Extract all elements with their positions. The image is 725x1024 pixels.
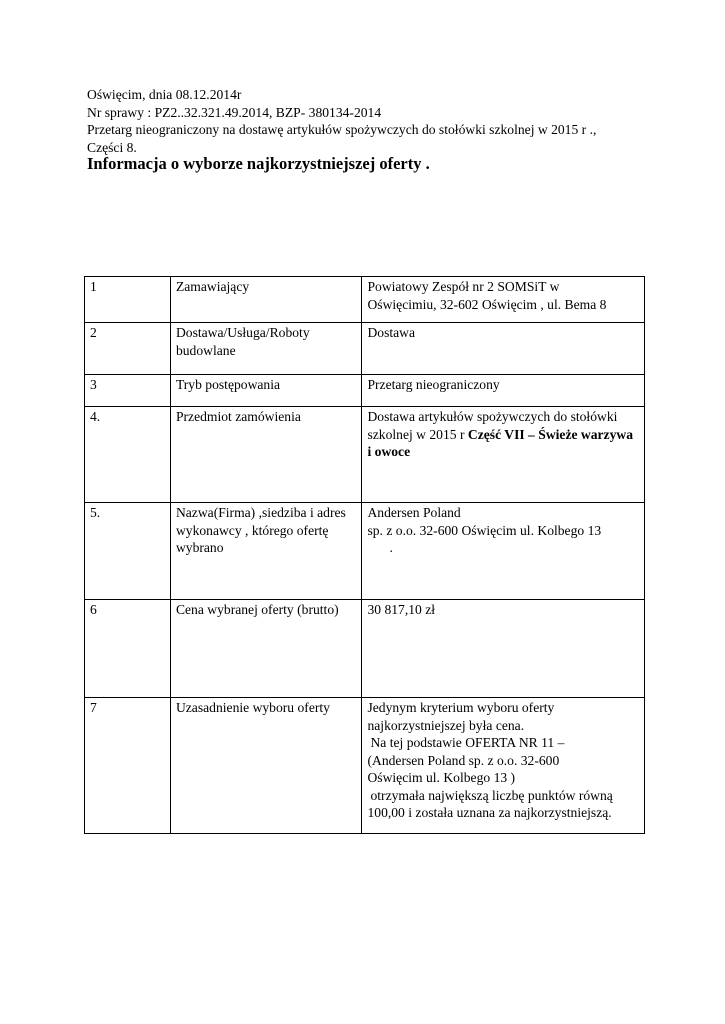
tender-part: Części 8. — [87, 139, 137, 155]
row-label: Dostawa/Usługa/Roboty budowlane — [170, 323, 362, 375]
subject-part-bold: Część VII – Świeże warzywa i owoce — [367, 426, 634, 459]
row-label: Tryb postępowania — [170, 375, 362, 407]
justification-line: 100,00 i została uznana za najkorzystniejszą. — [367, 805, 612, 820]
table-row — [85, 600, 645, 698]
table-row — [85, 323, 645, 375]
row-number: 3 — [85, 375, 171, 407]
contractor-address: sp. z o.o. 32-600 Oświęcim ul. Kolbego 13 — [367, 522, 602, 538]
row-number: 1 — [85, 277, 171, 323]
offer-info-table — [84, 276, 645, 834]
row-number: 5. — [85, 503, 171, 600]
table-row — [85, 375, 645, 407]
justification-line: najkorzystniejszej była cena. — [367, 717, 525, 733]
place-date: Oświęcim, dnia 08.12.2014r — [87, 87, 242, 102]
row-number: 4. — [85, 407, 171, 503]
row-value: Przetarg nieograniczony — [362, 375, 645, 407]
table-row — [85, 277, 645, 323]
case-number: Nr sprawy : PZ2..32.321.49.2014, BZP- 380134-2014 — [87, 104, 382, 120]
subject-text: Dostawa artykułów spożywczych do stołówki szkolnej w 2015 r — [367, 409, 618, 442]
justification-line: otrzymała największą liczbę punktów równą — [370, 787, 613, 803]
justification-line: (Andersen Poland sp. z o.o. 32-600 — [367, 752, 560, 768]
row-label: Uzasadnienie wyboru oferty — [170, 698, 362, 834]
row-label: Przedmiot zamówienia — [170, 407, 362, 503]
row-number: 7 — [85, 698, 171, 834]
offer-price: 30 817,10 zł — [362, 600, 645, 698]
table-row — [85, 698, 645, 834]
contractor-dot: . — [389, 540, 393, 555]
row-label: Nazwa(Firma) ,siedziba i adres wykonawcy , którego ofertę wybrano — [170, 503, 362, 600]
table-row — [85, 503, 645, 600]
row-label: Zamawiający — [170, 277, 362, 323]
row-value — [362, 277, 645, 323]
contracting-authority-line: Oświęcimiu, 32-602 Oświęcim , ul. Bema 8 — [367, 296, 607, 312]
justification-line: Jedynym kryterium wyboru oferty — [367, 700, 555, 715]
row-number: 6 — [85, 600, 171, 698]
document-title: Informacja o wyborze najkorzystniejszej oferty . — [87, 154, 430, 173]
contracting-authority-line: Powiatowy Zespół nr 2 SOMSiT w — [367, 279, 560, 294]
justification-line: Na tej podstawie OFERTA NR 11 – — [370, 735, 565, 750]
row-value — [362, 698, 645, 834]
row-value — [362, 503, 645, 600]
table-row — [85, 407, 645, 503]
row-label: Cena wybranej oferty (brutto) — [170, 600, 362, 698]
contractor-name: Andersen Poland — [367, 505, 461, 520]
row-number: 2 — [85, 323, 171, 375]
tender-description: Przetarg nieograniczony na dostawę artykułów spożywczych do stołówki szkolnej w 2015 r ., — [87, 122, 597, 137]
document-header — [87, 86, 687, 156]
row-value: Dostawa — [362, 323, 645, 375]
justification-line: Oświęcim ul. Kolbego 13 ) — [367, 770, 516, 785]
row-value — [362, 407, 645, 503]
